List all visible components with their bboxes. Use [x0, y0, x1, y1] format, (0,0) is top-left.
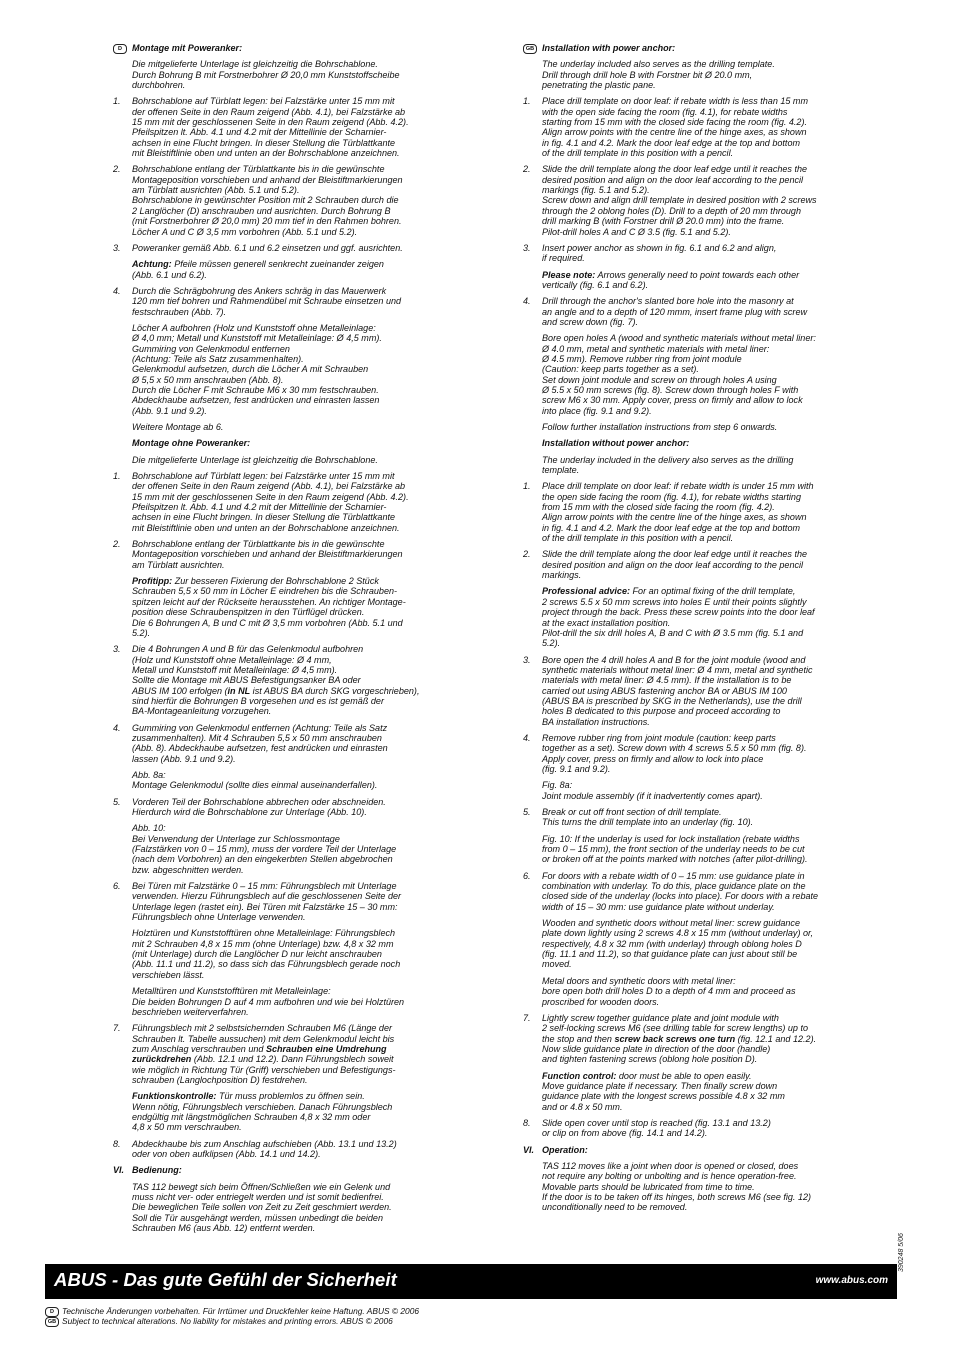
step-4: 4. Remove rubber ring from joint module (caution: keep parts together as a set). Screw down with 4 screws 5.5 x 50 mm (fig. 8). Apply cover, press on firmly and allow to lock into place (fig. 9.1 and 9.2). Fig. 8a: Joint module assembly (if it inadvertently comes apart). — [523, 732, 807, 801]
tip: Professional advice: For an optimal fixing of the drill template, 2 screws 5.5 x 50 mm screws into holes E until their points slightly project through the back. Press these screw points into the door leaf at the exact installation position. Pilot-drill the six drill holes A, B and C with Ø 3.5 mm (fig. 5.1 and 5.2). — [542, 586, 815, 649]
section-heading: GB Installation with power anchor: — [523, 43, 848, 53]
step-3: 3. Die 4 Bohrungen A und B für das Gelenkmodul aufbohren (Holz und Kunststoff ohne Metalleinlage: Ø 4 mm, Metall und Kunststoff mit Metalleinlage: Ø 4,5 mm). Sollte die Montage mit ABUS Befestigungsanker BA oder ABUS IM 100 erfolgen (in NL ist ABUS BA durch SKG vorgeschrieben), sind hierfür die Bohrungen B vorgesehen und es ist gemäß der BA-Montageanleitung vorzugehen. — [113, 644, 420, 717]
step-8: 8. Abdeckhaube bis zum Anschlag aufschieben (Abb. 13.1 und 13.2) oder von oben aufklipsen (Abb. 14.1 und 14.2). — [113, 1138, 397, 1159]
german-column — [113, 43, 441, 1239]
step-1: 1. Place drill template on door leaf: if rebate width is less than 15 mm with the open side facing the room (fig. 4.1), for rebate widths starting from 15 mm with the closed side facing the room (fig. 4.2). Align arrow points with the centre line of the hinge axes, as shown in fig. 4.1 and 4.2. Mark the door leaf edge at the top and bottom of the drill template in this position with a pencil. — [523, 96, 809, 159]
section-heading: Installation without power anchor: — [542, 438, 690, 449]
function-control: Funktionskontrolle: Tür muss problemlos zu öffnen sein. Wenn nötig, Führungsblech verschieben. Danach Führungsblech endgültig mit längstmöglichen Schrauben 4,8 x 32 mm oder 4,8 x 50 mm verschrauben. — [132, 1091, 393, 1133]
language-flag-de: D — [113, 44, 127, 54]
brand-slogan: ABUS - Das gute Gefühl der Sicherheit — [54, 1269, 397, 1290]
document-code: 390248 5/06 — [898, 1233, 905, 1272]
english-column — [523, 43, 848, 1219]
function-control: Function control: door must be able to open easily. Move guidance plate if necessary. Then finally screw down guidance plate with the longest screws possible 4.8 x 32 mm and or 4.8 x 50 mm. — [542, 1070, 785, 1112]
step-2: 2. Slide the drill template along the door leaf edge until it reaches the desired position and align on the door leaf according to the pencil markings (fig. 5.1 and 5.2). Screw down and align drill template in desired position with 2 screws through the 2 oblong holes (D). Drill to a depth of 20 mm through drill marking B (with Forstner drill Ø 20.0 mm) into the frame. Pilot-drill holes A and C Ø 3.5 (fig. 5.1 and 5.2). — [523, 164, 817, 237]
step-6: 6. For doors with a rebate width of 0 – 15 mm: use guidance plate in combination with underlay. To do this, place guidance plate on the closed side of the underlay (locks into place). For doors with a rebate width of 15 – 30 mm: use guidance plate without underlay. Wooden and synthetic doors without metal liner: screw guidance plate down lightly using 2 screws 4.8 x 15 mm (without underlay) or, respectively, 4.8 x 32 mm (with underlay) through oblong holes D (fig. 11.1 and 11.2), so that guidance plate can just about still be moved. Metal doors and synthetic doors with metal liner: bore open both drill holes D to a depth of 4 mm and proceed as proscribed for wooden doors. — [523, 870, 819, 1007]
step-5: 5. Vorderen Teil der Bohrschablone abbrechen oder abschneiden. Hierdurch wird die Bohrschablone zur Unterlage (Abb. 10). Abb. 10: Bei Verwendung der Unterlage zur Schlossmontage (Falzstärken von 0 – 15 mm), muss der vordere Teil der Unterlage (nach dem Vorbohren) an den eingekerbten Stellen abgebrochen bzw. abgeschnitten werden. — [113, 796, 397, 875]
step-2: 2. Slide the drill template along the door leaf edge until it reaches the desired position and align on the door leaf according to the pencil markings. Professional advice: For an optimal fixing of the drill template, 2 screws 5.5 x 50 mm screws into holes E until their points slightly project through the back. Press these screw points into the door leaf at the exact installation position. Pilot-drill the six drill holes A, B and C with Ø 3.5 mm (fig. 5.1 and 5.2). — [523, 549, 848, 648]
language-flag-gb: GB — [523, 44, 537, 54]
language-flag-de: D — [45, 1307, 59, 1317]
disclaimer-de: D Technische Änderungen vorbehalten. Für Irrtümer und Druckfehler keine Haftung. ABUS © 2006 — [45, 1306, 419, 1316]
step-8: 8. Slide open cover until stop is reached (fig. 13.1 and 13.2) or clip on from above (fig. 14.1 and 14.2). — [523, 1117, 771, 1139]
step-7: 7. Führungsblech mit 2 selbstsichernden Schrauben M6 (Länge der Schrauben lt. Tabelle aussuchen) mit dem Gelenkmodul leicht bis zum Anschlag verschrauben und Schrauben eine Umdrehung zurückdrehen (Abb. 12.1 und 12.2). Dann Führungsblech soweit wie möglich in Richtung Tür (Griff) verschieben und Befestigungs- schrauben (Langlochposition D) festdrehen. Funktionskontrolle: Tür muss problemlos zu öffnen sein. Wenn nötig, Führungsblech verschieben. Danach Führungsblech endgültig mit längstmöglichen Schrauben 4,8 x 32 mm oder 4,8 x 50 mm verschrauben. — [113, 1023, 441, 1132]
website-link[interactable]: www.abus.com — [815, 1275, 888, 1286]
intro-text: Die mitgelieferte Unterlage ist gleichzeitig die Bohrschablone. — [132, 454, 378, 465]
note: Achtung: Pfeile müssen generell senkrecht zueinander zeigen (Abb. 6.1 und 6.2). — [132, 259, 384, 280]
step-3: 3. Insert power anchor as shown in fig. 6.1 and 6.2 and align, if required. Please note: Arrows generally need to point towards each other vertically (fig. 6.1 and 6.2). — [523, 243, 848, 290]
step-2: 2. Bohrschablone entlang der Türblattkante bis in die gewünschte Montageposition vorschieben und anhand der Bleistiftmarkierungen am Türblatt ausrichten. Profitipp: Zur besseren Fixierung der Bohrschablone 2 Stück Schrauben 5,5 x 50 mm in Löcher E eindrehen bis die Schrauben- spitzen leicht auf der Rückseite herausstehen. An richtiger Montage- position diese Schraubenspitzen in den Türflügel drücken. Die 6 Bohrungen A, B und C mit Ø 3,5 mm vorbohren (Abb. 5.1 und 5.2). — [113, 539, 441, 638]
step-7: 7. Lightly screw together guidance plate and joint module with 2 self-locking screws M6 (see drilling table for screw lengths) up to the stop and then screw back screws one turn (fig. 12.1 and 12.2). Now slide guidance plate in direction of the door (handle) and tighten fastening screws (oblong hole position D). Function control: door must be able to open easily. Move guidance plate if necessary. Then finally screw down guidance plate with the longest screws possible 4.8 x 32 mm and or 4.8 x 50 mm. — [523, 1013, 848, 1112]
step-6: 6. Bei Türen mit Falzstärke 0 – 15 mm: Führungsblech mit Unterlage verwenden. Hierzu Führungsblech auf die geschlossenen Seite der Unterlage legen (rastet ein). Bei Türen mit Falzstärke 15 – 30 mm: Führungsblech ohne Unterlage verwenden. Holztüren und Kunststofftüren ohne Metalleinlage: Führungsblech mit 2 Schrauben 4,8 x 15 mm (ohne Unterlage) bzw. 4,8 x 32 mm (mit Unterlage) durch die Langlöcher D nur leicht anschrauben (Abb. 11.1 und 11.2), so dass sich das Führungsblech gerade noch verschieben lässt. Metalltüren und Kunststofftüren mit Metalleinlage: Die beiden Bohrungen D auf 4 mm aufbohren und wie bei Holztüren beschrieben weiterverfahren. — [113, 881, 405, 1017]
section-vi: VI. Operation: TAS 112 moves like a joint when door is opened or closed, does not require any bolting or unbolting and is hence operation-free. Movable parts should be lubricated from time to time. If the door is to be taken off its hinges, both screws M6 (see fig. 12) unconditionally need to be removed. — [523, 1144, 812, 1213]
note: Please note: Arrows generally need to point towards each other vertically (fig. 6.1 and 6.2). — [542, 269, 800, 290]
disclaimer-gb: GB Subject to technical alterations. No liability for mistakes and printing errors. ABUS © 2006 — [45, 1316, 393, 1326]
step-3: 3. Poweranker gemäß Abb. 6.1 und 6.2 einsetzen und ggf. ausrichten. Achtung: Pfeile müssen generell senkrecht zueinander zeigen (Abb. 6.1 und 6.2). — [113, 243, 441, 280]
section-heading: Montage ohne Poweranker: — [132, 438, 251, 449]
step-4: 4. Durch die Schrägbohrung des Ankers schräg in das Mauerwerk 120 mm tief bohren und Rahmendübel mit Schraube einsetzen und festschrauben (Abb. 7). Löcher A aufbohren (Holz und Kunststoff ohne Metalleinlage: Ø 4,0 mm; Metall und Kunststoff mit Metalleinlage: Ø 4,5 mm). Gummiring von Gelenkmodul entfernen (Achtung: Teile als Satz zusammenhalten). Gelenkmodul aufsetzen, durch die Löcher A mit Schrauben Ø 5,5 x 50 mm anschrauben (Abb. 8). Durch die Löcher F mit Schraube M6 x 30 mm festschrauben. Abdeckhaube aufsetzen, fest andrücken und einrasten lassen (Abb. 9.1 und 9.2). Weitere Montage ab 6. — [113, 285, 402, 432]
step-1: 1. Place drill template on door leaf: if rebate width is under 15 mm with the open side facing the room (fig. 4.1), for rebate widths starting from 15 mm with the closed side facing the room (fig. 4.2). Align arrow points with the centre line of the hinge axes, as shown in fig. 4.1 and 4.2. Mark the door leaf edge at the top and bottom of the drill template in this position with a pencil. — [523, 481, 814, 544]
footer-banner — [45, 1264, 897, 1299]
step-5: 5. Break or cut off front section of drill template. This turns the drill template into an underlay (fig. 10). Fig. 10: If the underlay is used for lock installation (rebate widths from 0 – 15 mm), the front section of the underlay needs to be cut or broken off at the points marked with notches (after pilot-drilling). — [523, 807, 808, 865]
language-flag-gb: GB — [45, 1317, 59, 1327]
section-vi: VI. Bedienung: TAS 112 bewegt sich beim Öffnen/Schließen wie ein Gelenk und muss nicht ver- oder entriegelt werden und ist somit bedienfrei. Die beweglichen Teile sollen von Zeit zu Zeit geschmiert werden. Soll die Tür ausgehängt werden, müssen unbedingt die beiden Schrauben M6 (aus Abb. 12) entfernt werden. — [113, 1165, 392, 1234]
intro-text: The underlay included also serves as the drilling template. Drill through drill hole B with Forstner bit Ø 20.0 mm, penetrating the plastic pane. — [542, 59, 775, 91]
step-1: 1. Bohrschablone auf Türblatt legen: bei Falzstärke unter 15 mm mit der offenen Seite in den Raum zeigend (Abb. 4.1), bei Falzstärke ab 15 mm mit der geschlossenen Seite in den Raum zeigend (Abb. 4.2). Pfeilspitzen lt. Abb. 4.1 und 4.2 mit der Mittellinie der Scharnier- achsen in eine Flucht bringen. In dieser Stellung die Türblattkante mit Bleistiftlinie oben und unten an der Bohrschablone anzeichnen. — [113, 471, 409, 533]
step-4: 4. Drill through the anchor's slanted bore hole into the masonry at an angle and to a depth of 120 mmm, insert frame plug with screw and screw down (fig. 7). Bore open holes A (wood and synthetic materials without metal liner: Ø 4.0 mm, metal and synthetic materials with metal liner: Ø 4.5 mm). Remove rubber ring from joint module (Caution: keep parts together as a set). Set down joint module and screw on through holes A using Ø 5.5 x 50 mm screws (fig. 8). Screw down through holes F with screw M6 x 30 mm. Apply cover, press on firmly and allow to lock into place (fig. 9.1 and 9.2). Follow further installation instructions from step 6 onwards. — [523, 296, 816, 432]
tip: Profitipp: Zur besseren Fixierung der Bohrschablone 2 Stück Schrauben 5,5 x 50 mm in Löcher E eindrehen bis die Schrauben- spitzen leicht auf der Rückseite herausstehen. An richtiger Montage- position diese Schraubenspitzen in den Türflügel drücken. Die 6 Bohrungen A, B und C mit Ø 3,5 mm vorbohren (Abb. 5.1 und 5.2). — [132, 576, 406, 638]
step-4: 4. Gummiring von Gelenkmodul entfernen (Achtung: Teile als Satz zusammenhalten). Mit 4 Schrauben 5,5 x 50 mm anschrauben (Abb. 8). Abdeckhaube aufsetzen, fest andrücken und einrasten lassen (Abb. 9.1 und 9.2). Abb. 8a: Montage Gelenkmodul (sollte dies einmal auseinanderfallen). — [113, 722, 388, 791]
intro-text: The underlay included in the delivery also serves as the drilling template. — [542, 454, 794, 476]
step-1: 1. Bohrschablone auf Türblatt legen: bei Falzstärke unter 15 mm mit der offenen Seite in den Raum zeigend (Abb. 4.1), bei Falzstärke ab 15 mm mit der geschlossenen Seite in den Raum zeigend (Abb. 4.2). Pfeilspitzen lt. Abb. 4.1 und 4.2 mit der Mittellinie der Scharnier- achsen in eine Flucht bringen. In dieser Stellung die Türblattkante mit Bleistiftlinie oben und unten an der Bohrschablone anzeichnen. — [113, 96, 409, 159]
section-heading: D Montage mit Poweranker: — [113, 43, 441, 53]
step-3: 3. Bore open the 4 drill holes A and B for the joint module (wood and synthetic materials without metal liner: Ø 4 mm, metal and synthetic materials with metal liner: Ø 4.5 mm). If the installation is to be carried out using ABUS fastening anchor BA or ABUS IM 100 (ABUS BA is prescribed by SKG in the Netherlands), use the drill holes B dedicated to this purpose and proceed according to BA installation instructions. — [523, 654, 813, 727]
step-2: 2. Bohrschablone entlang der Türblattkante bis in die gewünschte Montageposition vorschieben und anhand der Bleistiftmarkierungen am Türblatt ausrichten (Abb. 5.1 und 5.2). Bohrschablone in gewünschter Position mit 2 Schrauben durch die 2 Langlöcher (D) anschrauben und ausrichten. Durch Bohrung B (mit Forstnerbohrer Ø 20,0 mm) 20 mm tief in den Rahmen bohren. Löcher A und C Ø 3,5 mm vorbohren (Abb. 5.1 und 5.2). — [113, 164, 403, 237]
intro-text: Die mitgelieferte Unterlage ist gleichzeitig die Bohrschablone. Durch Bohrung B mit Forstnerbohrer Ø 20,0 mm Kunststoffscheibe durchbohren. — [132, 59, 400, 91]
